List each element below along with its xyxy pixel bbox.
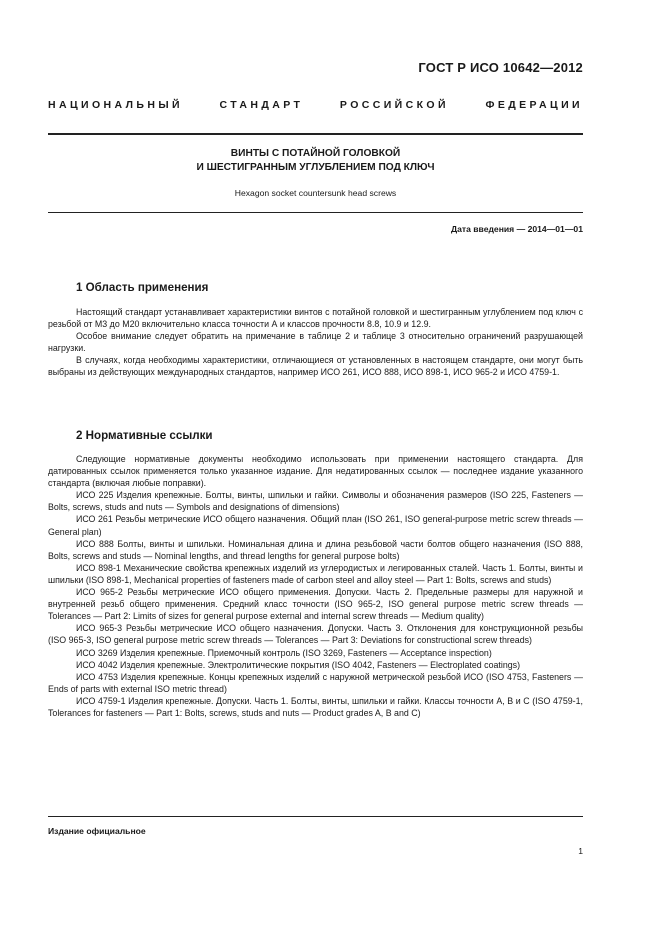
section-1-heading: 1 Область применения — [76, 281, 209, 294]
footer-rule — [48, 816, 583, 817]
english-title: Hexagon socket countersunk head screws — [234, 188, 397, 198]
national-standard-banner: НАЦИОНАЛЬНЫЙ СТАНДАРТ РОССИЙСКОЙ ФЕДЕРАЦИИ — [48, 99, 583, 111]
section-2-body — [48, 453, 583, 719]
reference-item: ИСО 965-2 Резьбы метрические ИСО общего применения. Допуски. Часть 2. Предельные размеры для наружной и внутренней резьб общего применения. Средний класс точности (ISO 965-2, ISO general purpose metric screw threads — Tolerances — Part 2: Limits of sizes for general purpose external and internal screw threads — Medium quality) — [48, 587, 583, 622]
reference-item: ИСО 225 Изделия крепежные. Болты, винты, шпильки и гайки. Символы и обозначения размеров (ISO 225, Fasteners — Bolts, screws, studs and nuts — Symbols and designations of dimensions) — [48, 490, 583, 513]
official-edition-label: Издание официальное — [48, 826, 146, 836]
title-rule — [48, 212, 583, 213]
paragraph: Следующие нормативные документы необходимо использовать при применении настоящего стандарта. Для датированных ссылок применяется только указанное издание. Для недатированных ссылок — последнее издание указанного стандарта (включая любые поправки). — [48, 454, 583, 489]
introduction-date: Дата введения — 2014—01—01 — [450, 224, 583, 234]
reference-item: ИСО 965-3 Резьбы метрические ИСО общего назначения. Допуски. Часть 3. Отклонения для конструкционной резьбы (ISO 965-3, ISO general purpose metric screw threads — Tolerances — Part 3: Deviations for constructional screw threads) — [48, 623, 583, 646]
document-title — [48, 147, 583, 175]
title-line-2: И ШЕСТИГРАННЫМ УГЛУБЛЕНИЕМ ПОД КЛЮЧ — [196, 162, 435, 173]
reference-item: ИСО 4753 Изделия крепежные. Концы крепежных изделий с наружной метрической резьбой ИСО (ISO 4753, Fasteners — Ends of parts with external ISO metric thread) — [48, 671, 583, 694]
reference-item: ИСО 888 Болты, винты и шпильки. Номинальная длина и длина резьбовой части болтов общего назначения (ISO 888, Bolts, screws and studs — Nominal lengths, and thread lengths for general purpose bolts) — [48, 538, 583, 561]
paragraph: Настоящий стандарт устанавливает характеристики винтов с потайной головкой и шестигранным углублением под ключ с резьбой от М3 до М20 включительно класса точности А и классов прочности 8.8, 10.9 и 12.9. — [48, 307, 583, 330]
reference-item: ИСО 261 Резьбы метрические ИСО общего назначения. Общий план (ISO 261, ISO general-purpose metric screw threads — General plan) — [48, 514, 583, 537]
section-2-heading: 2 Нормативные ссылки — [76, 429, 213, 442]
section-1-body — [48, 306, 583, 379]
paragraph: В случаях, когда необходимы характеристики, отличающиеся от установленных в настоящем стандарте, они могут быть выбраны из действующих международных стандартов, например ИСО 261, ИСО 888, ИСО 898-1, ИСО 965-2 и ИСО 4759-1. — [48, 355, 583, 378]
reference-item: ИСО 3269 Изделия крепежные. Приемочный контроль (ISO 3269, Fasteners — Acceptance inspection) — [76, 647, 492, 658]
paragraph: Особое внимание следует обратить на примечание в таблице 2 и таблице 3 относительно ограничений разрушающей нагрузки. — [48, 331, 583, 354]
reference-item: ИСО 4042 Изделия крепежные. Электролитические покрытия (ISO 4042, Fasteners — Electroplated coatings) — [76, 659, 521, 670]
reference-item: ИСО 898-1 Механические свойства крепежных изделий из углеродистых и легированных сталей. Часть 1. Болты, винты и шпильки (ISO 898-1, Mechanical properties of fasteners made of carbon steel and alloy steel — Part 1: Bolts, screws and studs) — [48, 562, 583, 585]
standard-number: ГОСТ Р ИСО 10642—2012 — [418, 60, 583, 75]
reference-item: ИСО 4759-1 Изделия крепежные. Допуски. Часть 1. Болты, винты, шпильки и гайки. Классы точности А, В и С (ISO 4759-1, Tolerances for fasteners — Part 1: Bolts, screws, studs and nuts — Product grades A, B and C) — [48, 695, 583, 718]
title-line-1: ВИНТЫ С ПОТАЙНОЙ ГОЛОВКОЙ — [230, 148, 401, 159]
header-rule — [48, 133, 583, 135]
page-number: 1 — [578, 846, 583, 856]
